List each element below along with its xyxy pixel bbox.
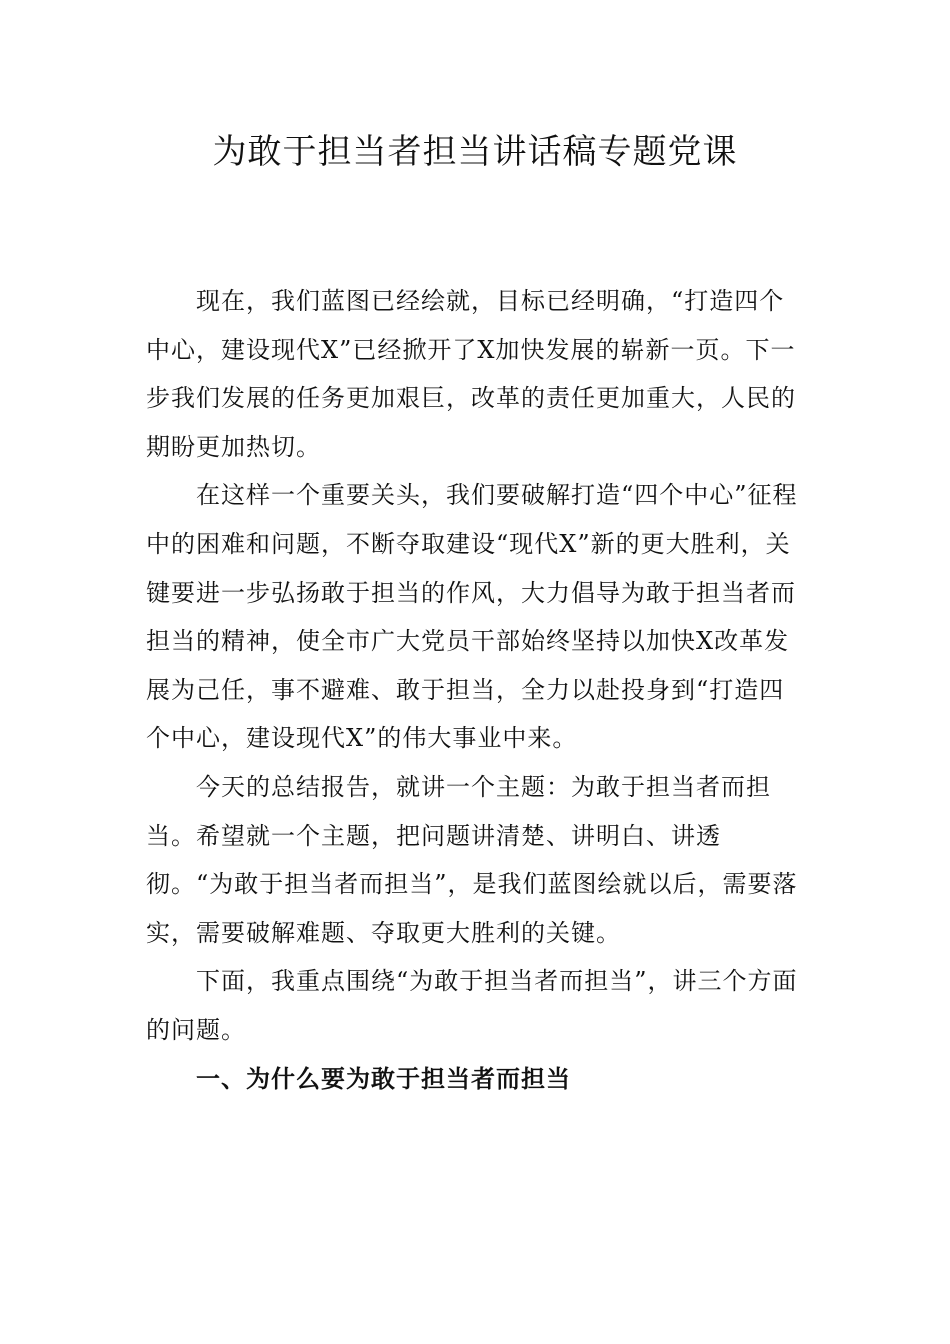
document-title: 为敢于担当者担当讲话稿专题党课 xyxy=(212,132,738,172)
section-heading: 一、为什么要为敢于担当者而担当 xyxy=(196,1064,571,1093)
paragraph-2: 在这样一个重要关头，我们要破解打造“四个中心”征程中的困难和问题，不断夺取建设“现代X”新的更大胜利，关键要进一步弘扬敢于担当的作风，大力倡导为敢于担当者而担当的精神，使全市广大党员干部始终坚持以加快X改革发展为己任，事不避难、敢于担当，全力以赴投身到“打造四个中心，建设现代X”的伟大事业中来。 xyxy=(146,481,798,753)
paragraph-4: 下面，我重点围绕“为敢于担当者而担当”，讲三个方面的问题。 xyxy=(146,967,798,1044)
paragraph-1: 现在，我们蓝图已经绘就，目标已经明确，“打造四个中心，建设现代X”已经掀开了X加快发展的崭新一页。下一步我们发展的任务更加艰巨，改革的责任更加重大，人民的期盼更加热切。 xyxy=(146,287,796,461)
paragraph-3: 今天的总结报告，就讲一个主题：为敢于担当者而担当。希望就一个主题，把问题讲清楚、讲明白、讲透彻。“为敢于担当者而担当”，是我们蓝图绘就以后，需要落实，需要破解难题、夺取更大胜利的关键。 xyxy=(146,772,798,947)
document-body xyxy=(146,277,806,1103)
